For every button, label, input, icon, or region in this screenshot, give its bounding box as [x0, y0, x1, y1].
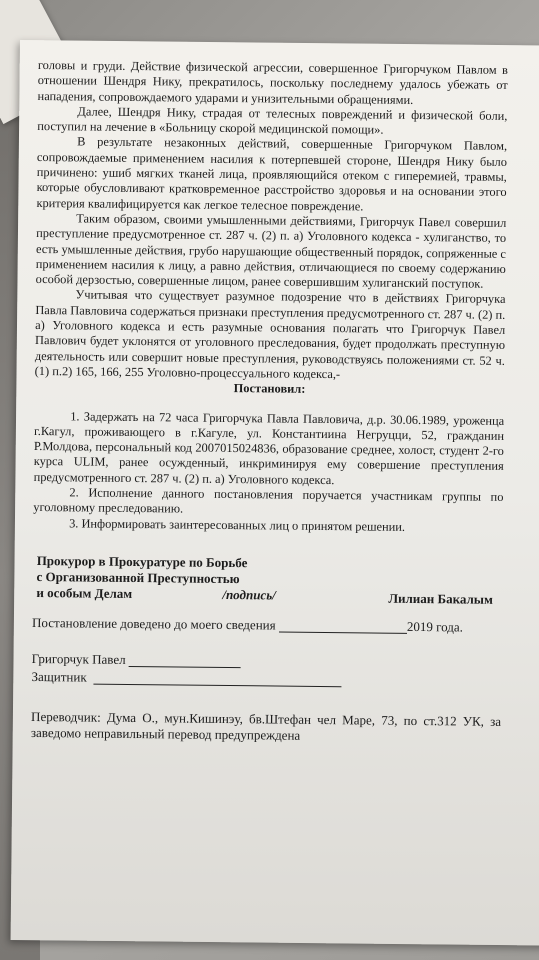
prosecutor-title-line1: Прокурор в Прокуратуре по Борьбе: [36, 552, 248, 571]
defender-label: Защитник: [31, 668, 87, 685]
translator-note: Переводчик: Дума О., мун.Кишинэу, бв.Штефан чел Маре, 73, по ст.312 УК, за заведомо неправильный перевод предупреждена: [30, 708, 502, 743]
defender-signature-blank: [94, 684, 342, 688]
paragraph-1: головы и груди. Действие физической агрессии, совершенное Григорчуком Павлом в отношении Шендря Нику, прекратилось, поскольку последнему удалось убежать от нападения, сопровождаемого ударами и унизительными обращениями.: [37, 58, 508, 107]
document-body: [31, 58, 508, 746]
signature-block: [32, 553, 502, 608]
decision-item-3: 3. Информировать заинтересованных лиц о принятом решении.: [69, 515, 406, 534]
decision-item-1: 1. Задержать на 72 часа Григорчука Павла Павловича, д.р. 30.06.1989, уроженца г.Кагул, проживающего в г.Кагуле, ул. Константиина Негруцци, 52, гражданин Р.Молдова, персональный код 2007015024836, образование среднее, холост, студент 2-го курса ULIM, ранее осужденный, инкриминируя ему совершение преступления предусмотренного ст. 287 ч. (2) п. а) Уголовного кодекса.: [33, 408, 505, 487]
notice-text: Постановление доведено до моего сведения: [32, 614, 276, 633]
notice-year: 2019 года.: [406, 618, 463, 635]
prosecutor-title-line3: и особым Делам: [36, 584, 133, 601]
notice-date-blank: [279, 632, 407, 634]
paragraph-2: Далее, Шендря Нику, страдая от телесных повреждений и физической боли, поступил на лечение в «Больницу скорой медицинской помощи».: [37, 104, 508, 137]
prosecutor-title-line2: с Организованной Преступностью: [36, 568, 240, 587]
decision-heading: Постановил:: [233, 381, 306, 397]
prosecutor-name: Лилиан Бакалым: [388, 590, 493, 607]
decision-item-2: 2. Исполнение данного постановления поручается участникам группы по уголовному преследованию.: [33, 485, 504, 516]
signature-mark: /подпись/: [222, 586, 276, 603]
paragraph-4: Таким образом, своими умышленными действиями, Григорчук Павел совершил преступление предусмотренное ст. 287 ч. (2) п. а) Уголовного кодекса - хулиганство, то есть умышленные действия, грубо нарушающие общественный порядок, сопряженные с применением насилия к лицу, а равно действия, отличающиеся по своему содержанию особой дерзостью, совершенные лицом, ранее совершившим хулиганский поступок.: [35, 211, 507, 291]
defender-row: [31, 669, 501, 692]
paragraph-3: В результате незаконных действий, совершенные Григорчуком Павлом, сопровождаемые применением насилия к потерпевшей стороне, Шендря Нику было причинено: ушиб мягких тканей лица, проявляющийся отеком с гиперемией, травмы, которые обусловливают кратковременное расстройство здоровья и на основании этого критерия квалифицируется как легкое телесное повреждение.: [36, 134, 508, 214]
accused-signature-blank: [129, 666, 241, 668]
paragraph-5: Учитывая что существует разумное подозрение что в действиях Григорчука Павла Павловича содержаться признаки преступления предусмотренного ст. 287 ч. (2) п. а) Уголовного кодекса и есть разумные основания полагать что Григорчук Павел Павлович будет уклонятся от уголовного преследования, будет продолжать преступную деятельность или совершит новые преступления, руководствуясь положениями ст. 52 ч. (1) п.2) 165, 166, 255 Уголовно-процессуального кодекса,-: [34, 287, 506, 382]
accused-name: Григорчук Павел: [31, 650, 126, 667]
